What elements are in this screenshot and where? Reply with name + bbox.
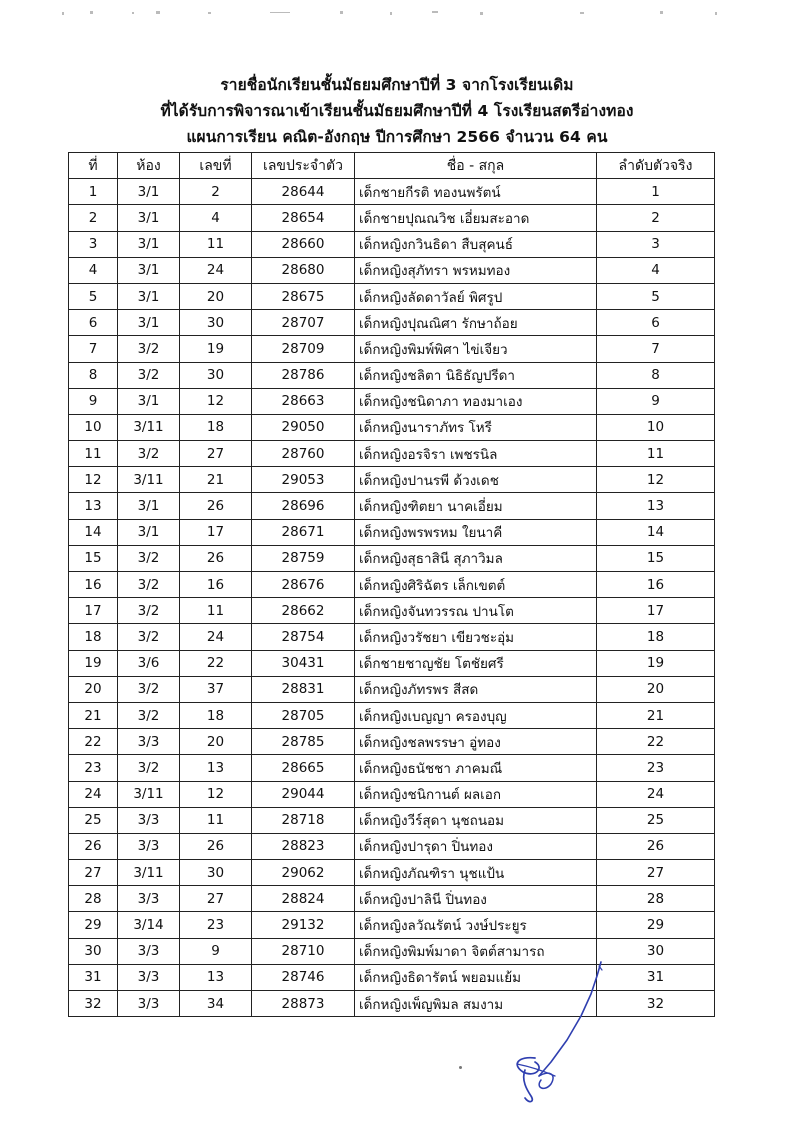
cell-room: 3/2: [118, 362, 180, 388]
cell-order: 32: [69, 991, 118, 1017]
cell-room: 3/1: [118, 231, 180, 257]
table-row: [69, 702, 715, 728]
cell-order: 26: [69, 833, 118, 859]
cell-full-name: เด็กหญิงสุภัทรา พรหมทอง: [355, 257, 597, 283]
column-header-room: ห้อง: [118, 153, 180, 179]
cell-full-name: เด็กหญิงปารุดา ปิ่นทอง: [355, 833, 597, 859]
scan-artifact-marks: [60, 8, 740, 18]
cell-rank: 25: [597, 807, 715, 833]
cell-student-id: 28718: [252, 807, 355, 833]
cell-full-name: เด็กหญิงลัดดาวัลย์ พิศรูป: [355, 283, 597, 309]
cell-rank: 13: [597, 493, 715, 519]
cell-full-name: เด็กหญิงภัทรพร สีสด: [355, 676, 597, 702]
cell-room: 3/2: [118, 441, 180, 467]
table-row: [69, 467, 715, 493]
cell-number: 30: [180, 310, 252, 336]
cell-number: 24: [180, 624, 252, 650]
cell-student-id: 30431: [252, 650, 355, 676]
cell-room: 3/1: [118, 205, 180, 231]
cell-order: 2: [69, 205, 118, 231]
cell-rank: 5: [597, 283, 715, 309]
cell-full-name: เด็กหญิงธิดารัตน์ พยอมแย้ม: [355, 964, 597, 990]
cell-student-id: 28660: [252, 231, 355, 257]
cell-student-id: 28824: [252, 886, 355, 912]
cell-order: 22: [69, 729, 118, 755]
cell-room: 3/6: [118, 650, 180, 676]
cell-rank: 32: [597, 991, 715, 1017]
cell-number: 13: [180, 964, 252, 990]
cell-order: 28: [69, 886, 118, 912]
cell-room: 3/14: [118, 912, 180, 938]
table-header-row: [69, 153, 715, 179]
table-row: [69, 860, 715, 886]
column-header-rank: ลำดับตัวจริง: [597, 153, 715, 179]
table-row: [69, 441, 715, 467]
cell-student-id: 28696: [252, 493, 355, 519]
table-row: [69, 781, 715, 807]
cell-student-id: 28759: [252, 545, 355, 571]
cell-rank: 9: [597, 388, 715, 414]
cell-room: 3/11: [118, 414, 180, 440]
title-line-1: รายชื่อนักเรียนชั้นมัธยมศึกษาปีที่ 3 จากโรงเรียนเดิม: [220, 76, 574, 94]
cell-rank: 26: [597, 833, 715, 859]
cell-number: 2: [180, 179, 252, 205]
cell-student-id: 28663: [252, 388, 355, 414]
cell-rank: 16: [597, 572, 715, 598]
title-line-3: แผนการเรียน คณิต-อังกฤษ ปีการศึกษา 2566 จำนวน 64 คน: [186, 128, 608, 146]
cell-rank: 29: [597, 912, 715, 938]
cell-number: 12: [180, 781, 252, 807]
cell-order: 14: [69, 519, 118, 545]
cell-room: 3/3: [118, 964, 180, 990]
cell-number: 12: [180, 388, 252, 414]
cell-student-id: 28644: [252, 179, 355, 205]
cell-order: 15: [69, 545, 118, 571]
cell-student-id: 28676: [252, 572, 355, 598]
cell-order: 9: [69, 388, 118, 414]
table-row: [69, 676, 715, 702]
table-row: [69, 886, 715, 912]
cell-full-name: เด็กหญิงเบญญา ครองบุญ: [355, 702, 597, 728]
cell-number: 4: [180, 205, 252, 231]
cell-number: 37: [180, 676, 252, 702]
column-header-full-name: ชื่อ - สกุล: [355, 153, 597, 179]
cell-student-id: 28707: [252, 310, 355, 336]
cell-full-name: เด็กหญิงพรพรหม ใยนาคี: [355, 519, 597, 545]
cell-rank: 14: [597, 519, 715, 545]
table-row: [69, 257, 715, 283]
table-row: [69, 493, 715, 519]
cell-order: 6: [69, 310, 118, 336]
cell-rank: 19: [597, 650, 715, 676]
cell-full-name: เด็กชายชาญชัย โตชัยศรี: [355, 650, 597, 676]
cell-rank: 21: [597, 702, 715, 728]
cell-full-name: เด็กหญิงพิมพ์พิศา ไข่เจียว: [355, 336, 597, 362]
table-row: [69, 362, 715, 388]
cell-room: 3/3: [118, 833, 180, 859]
cell-order: 12: [69, 467, 118, 493]
cell-room: 3/11: [118, 860, 180, 886]
cell-number: 21: [180, 467, 252, 493]
cell-full-name: เด็กหญิงวีร์สุดา นุชถนอม: [355, 807, 597, 833]
cell-rank: 1: [597, 179, 715, 205]
cell-order: 30: [69, 938, 118, 964]
handwritten-signature: [505, 958, 615, 1106]
cell-full-name: เด็กหญิงชลพรรษา อู่ทอง: [355, 729, 597, 755]
cell-number: 11: [180, 231, 252, 257]
cell-number: 26: [180, 545, 252, 571]
cell-full-name: เด็กหญิงธนัชชา ภาคมณี: [355, 755, 597, 781]
cell-room: 3/2: [118, 336, 180, 362]
cell-full-name: เด็กหญิงชลิตา นิธิธัญปรีดา: [355, 362, 597, 388]
cell-rank: 24: [597, 781, 715, 807]
cell-rank: 23: [597, 755, 715, 781]
cell-full-name: เด็กหญิงปานรพี ด้วงเดช: [355, 467, 597, 493]
cell-full-name: เด็กหญิงฑิตยา นาคเอี่ยม: [355, 493, 597, 519]
cell-number: 13: [180, 755, 252, 781]
cell-full-name: เด็กหญิงปุณณิศา รักษาถ้อย: [355, 310, 597, 336]
cell-order: 10: [69, 414, 118, 440]
cell-room: 3/11: [118, 467, 180, 493]
cell-order: 23: [69, 755, 118, 781]
cell-room: 3/3: [118, 729, 180, 755]
cell-student-id: 29044: [252, 781, 355, 807]
cell-rank: 18: [597, 624, 715, 650]
cell-order: 13: [69, 493, 118, 519]
cell-full-name: เด็กหญิงเพ็ญพิมล สมงาม: [355, 991, 597, 1017]
cell-room: 3/3: [118, 991, 180, 1017]
cell-rank: 11: [597, 441, 715, 467]
cell-order: 7: [69, 336, 118, 362]
cell-order: 29: [69, 912, 118, 938]
cell-room: 3/1: [118, 310, 180, 336]
table-row: [69, 807, 715, 833]
column-header-student-id: เลขประจำตัว: [252, 153, 355, 179]
cell-room: 3/2: [118, 545, 180, 571]
cell-student-id: 28786: [252, 362, 355, 388]
cell-student-id: 28671: [252, 519, 355, 545]
cell-full-name: เด็กหญิงชนิดาภา ทองมาเอง: [355, 388, 597, 414]
cell-student-id: 28754: [252, 624, 355, 650]
cell-student-id: 28665: [252, 755, 355, 781]
cell-student-id: 28831: [252, 676, 355, 702]
table-row: [69, 833, 715, 859]
cell-number: 19: [180, 336, 252, 362]
cell-student-id: 29053: [252, 467, 355, 493]
cell-number: 26: [180, 833, 252, 859]
cell-room: 3/2: [118, 676, 180, 702]
cell-student-id: 28654: [252, 205, 355, 231]
table-row: [69, 283, 715, 309]
cell-room: 3/2: [118, 598, 180, 624]
cell-room: 3/2: [118, 702, 180, 728]
table-row: [69, 205, 715, 231]
cell-number: 9: [180, 938, 252, 964]
cell-student-id: 28680: [252, 257, 355, 283]
table-body: [69, 179, 715, 1017]
table-row: [69, 650, 715, 676]
cell-order: 11: [69, 441, 118, 467]
cell-number: 30: [180, 362, 252, 388]
cell-student-id: 28746: [252, 964, 355, 990]
cell-order: 3: [69, 231, 118, 257]
cell-rank: 12: [597, 467, 715, 493]
cell-rank: 2: [597, 205, 715, 231]
cell-room: 3/2: [118, 624, 180, 650]
table-row: [69, 991, 715, 1017]
table-row: [69, 729, 715, 755]
cell-full-name: เด็กหญิงภัณฑิรา นุชแป้น: [355, 860, 597, 886]
table-row: [69, 310, 715, 336]
cell-student-id: 28760: [252, 441, 355, 467]
table-row: [69, 572, 715, 598]
cell-number: 18: [180, 702, 252, 728]
cell-number: 23: [180, 912, 252, 938]
cell-room: 3/3: [118, 886, 180, 912]
cell-number: 18: [180, 414, 252, 440]
column-header-number: เลขที่: [180, 153, 252, 179]
cell-full-name: เด็กหญิงจันทวรรณ ปานโต: [355, 598, 597, 624]
cell-full-name: เด็กหญิงวรัชยา เขียวชะอุ่ม: [355, 624, 597, 650]
table-row: [69, 336, 715, 362]
cell-order: 8: [69, 362, 118, 388]
cell-rank: 17: [597, 598, 715, 624]
cell-full-name: เด็กหญิงชนิกานต์ ผลเอก: [355, 781, 597, 807]
cell-number: 17: [180, 519, 252, 545]
title-line-2: ที่ได้รับการพิจารณาเข้าเรียนชั้นมัธยมศึกษาปีที่ 4 โรงเรียนสตรีอ่างทอง: [160, 102, 634, 120]
cell-number: 27: [180, 441, 252, 467]
table-row: [69, 231, 715, 257]
cell-full-name: เด็กหญิงพิมพ์มาดา จิตต์สามารถ: [355, 938, 597, 964]
cell-room: 3/3: [118, 938, 180, 964]
cell-student-id: 28705: [252, 702, 355, 728]
cell-order: 19: [69, 650, 118, 676]
cell-number: 22: [180, 650, 252, 676]
cell-order: 17: [69, 598, 118, 624]
cell-student-id: 28873: [252, 991, 355, 1017]
cell-rank: 20: [597, 676, 715, 702]
cell-number: 11: [180, 598, 252, 624]
cell-student-id: 29132: [252, 912, 355, 938]
cell-student-id: 28675: [252, 283, 355, 309]
table-row: [69, 414, 715, 440]
cell-number: 20: [180, 283, 252, 309]
cell-number: 24: [180, 257, 252, 283]
cell-student-id: 29050: [252, 414, 355, 440]
column-header-order: ที่: [69, 153, 118, 179]
cell-student-id: 29062: [252, 860, 355, 886]
cell-number: 11: [180, 807, 252, 833]
document-title: [0, 72, 794, 150]
cell-full-name: เด็กหญิงอรจิรา เพชรนิล: [355, 441, 597, 467]
cell-rank: 15: [597, 545, 715, 571]
cell-room: 3/1: [118, 493, 180, 519]
table-row: [69, 755, 715, 781]
cell-order: 5: [69, 283, 118, 309]
cell-full-name: เด็กชายปุณณวิช เอี่ยมสะอาด: [355, 205, 597, 231]
cell-order: 20: [69, 676, 118, 702]
cell-student-id: 28710: [252, 938, 355, 964]
cell-full-name: เด็กหญิงสุธาสินี สุภาวิมล: [355, 545, 597, 571]
cell-full-name: เด็กชายกีรติ ทองนพรัตน์: [355, 179, 597, 205]
cell-order: 31: [69, 964, 118, 990]
cell-room: 3/3: [118, 807, 180, 833]
cell-full-name: เด็กหญิงนาราภัทร โหรี: [355, 414, 597, 440]
cell-student-id: 28785: [252, 729, 355, 755]
cell-rank: 10: [597, 414, 715, 440]
table-row: [69, 938, 715, 964]
cell-room: 3/1: [118, 179, 180, 205]
table-row: [69, 624, 715, 650]
cell-rank: 7: [597, 336, 715, 362]
table-row: [69, 964, 715, 990]
cell-room: 3/2: [118, 755, 180, 781]
cell-order: 27: [69, 860, 118, 886]
cell-rank: 6: [597, 310, 715, 336]
cell-rank: 8: [597, 362, 715, 388]
cell-number: 30: [180, 860, 252, 886]
cell-student-id: 28662: [252, 598, 355, 624]
scan-dot: [459, 1066, 462, 1069]
cell-number: 34: [180, 991, 252, 1017]
cell-room: 3/1: [118, 388, 180, 414]
cell-rank: 27: [597, 860, 715, 886]
cell-rank: 3: [597, 231, 715, 257]
cell-order: 18: [69, 624, 118, 650]
cell-room: 3/11: [118, 781, 180, 807]
cell-rank: 31: [597, 964, 715, 990]
cell-room: 3/1: [118, 519, 180, 545]
table-row: [69, 545, 715, 571]
cell-order: 4: [69, 257, 118, 283]
cell-order: 25: [69, 807, 118, 833]
cell-number: 16: [180, 572, 252, 598]
cell-room: 3/1: [118, 283, 180, 309]
cell-order: 16: [69, 572, 118, 598]
cell-full-name: เด็กหญิงกวินธิดา สืบสุคนธ์: [355, 231, 597, 257]
student-roster-table: [68, 152, 715, 1017]
cell-full-name: เด็กหญิงปาลินี ปิ่นทอง: [355, 886, 597, 912]
cell-number: 20: [180, 729, 252, 755]
table-row: [69, 598, 715, 624]
cell-room: 3/1: [118, 257, 180, 283]
table-row: [69, 912, 715, 938]
table-row: [69, 179, 715, 205]
cell-rank: 28: [597, 886, 715, 912]
cell-student-id: 28823: [252, 833, 355, 859]
cell-student-id: 28709: [252, 336, 355, 362]
table-row: [69, 388, 715, 414]
cell-rank: 30: [597, 938, 715, 964]
cell-rank: 4: [597, 257, 715, 283]
cell-full-name: เด็กหญิงศิริฉัตร เล็กเขตต์: [355, 572, 597, 598]
cell-order: 21: [69, 702, 118, 728]
cell-number: 27: [180, 886, 252, 912]
cell-number: 26: [180, 493, 252, 519]
cell-order: 1: [69, 179, 118, 205]
cell-full-name: เด็กหญิงลวัณรัตน์ วงษ์ประยูร: [355, 912, 597, 938]
cell-room: 3/2: [118, 572, 180, 598]
cell-order: 24: [69, 781, 118, 807]
cell-rank: 22: [597, 729, 715, 755]
table-row: [69, 519, 715, 545]
